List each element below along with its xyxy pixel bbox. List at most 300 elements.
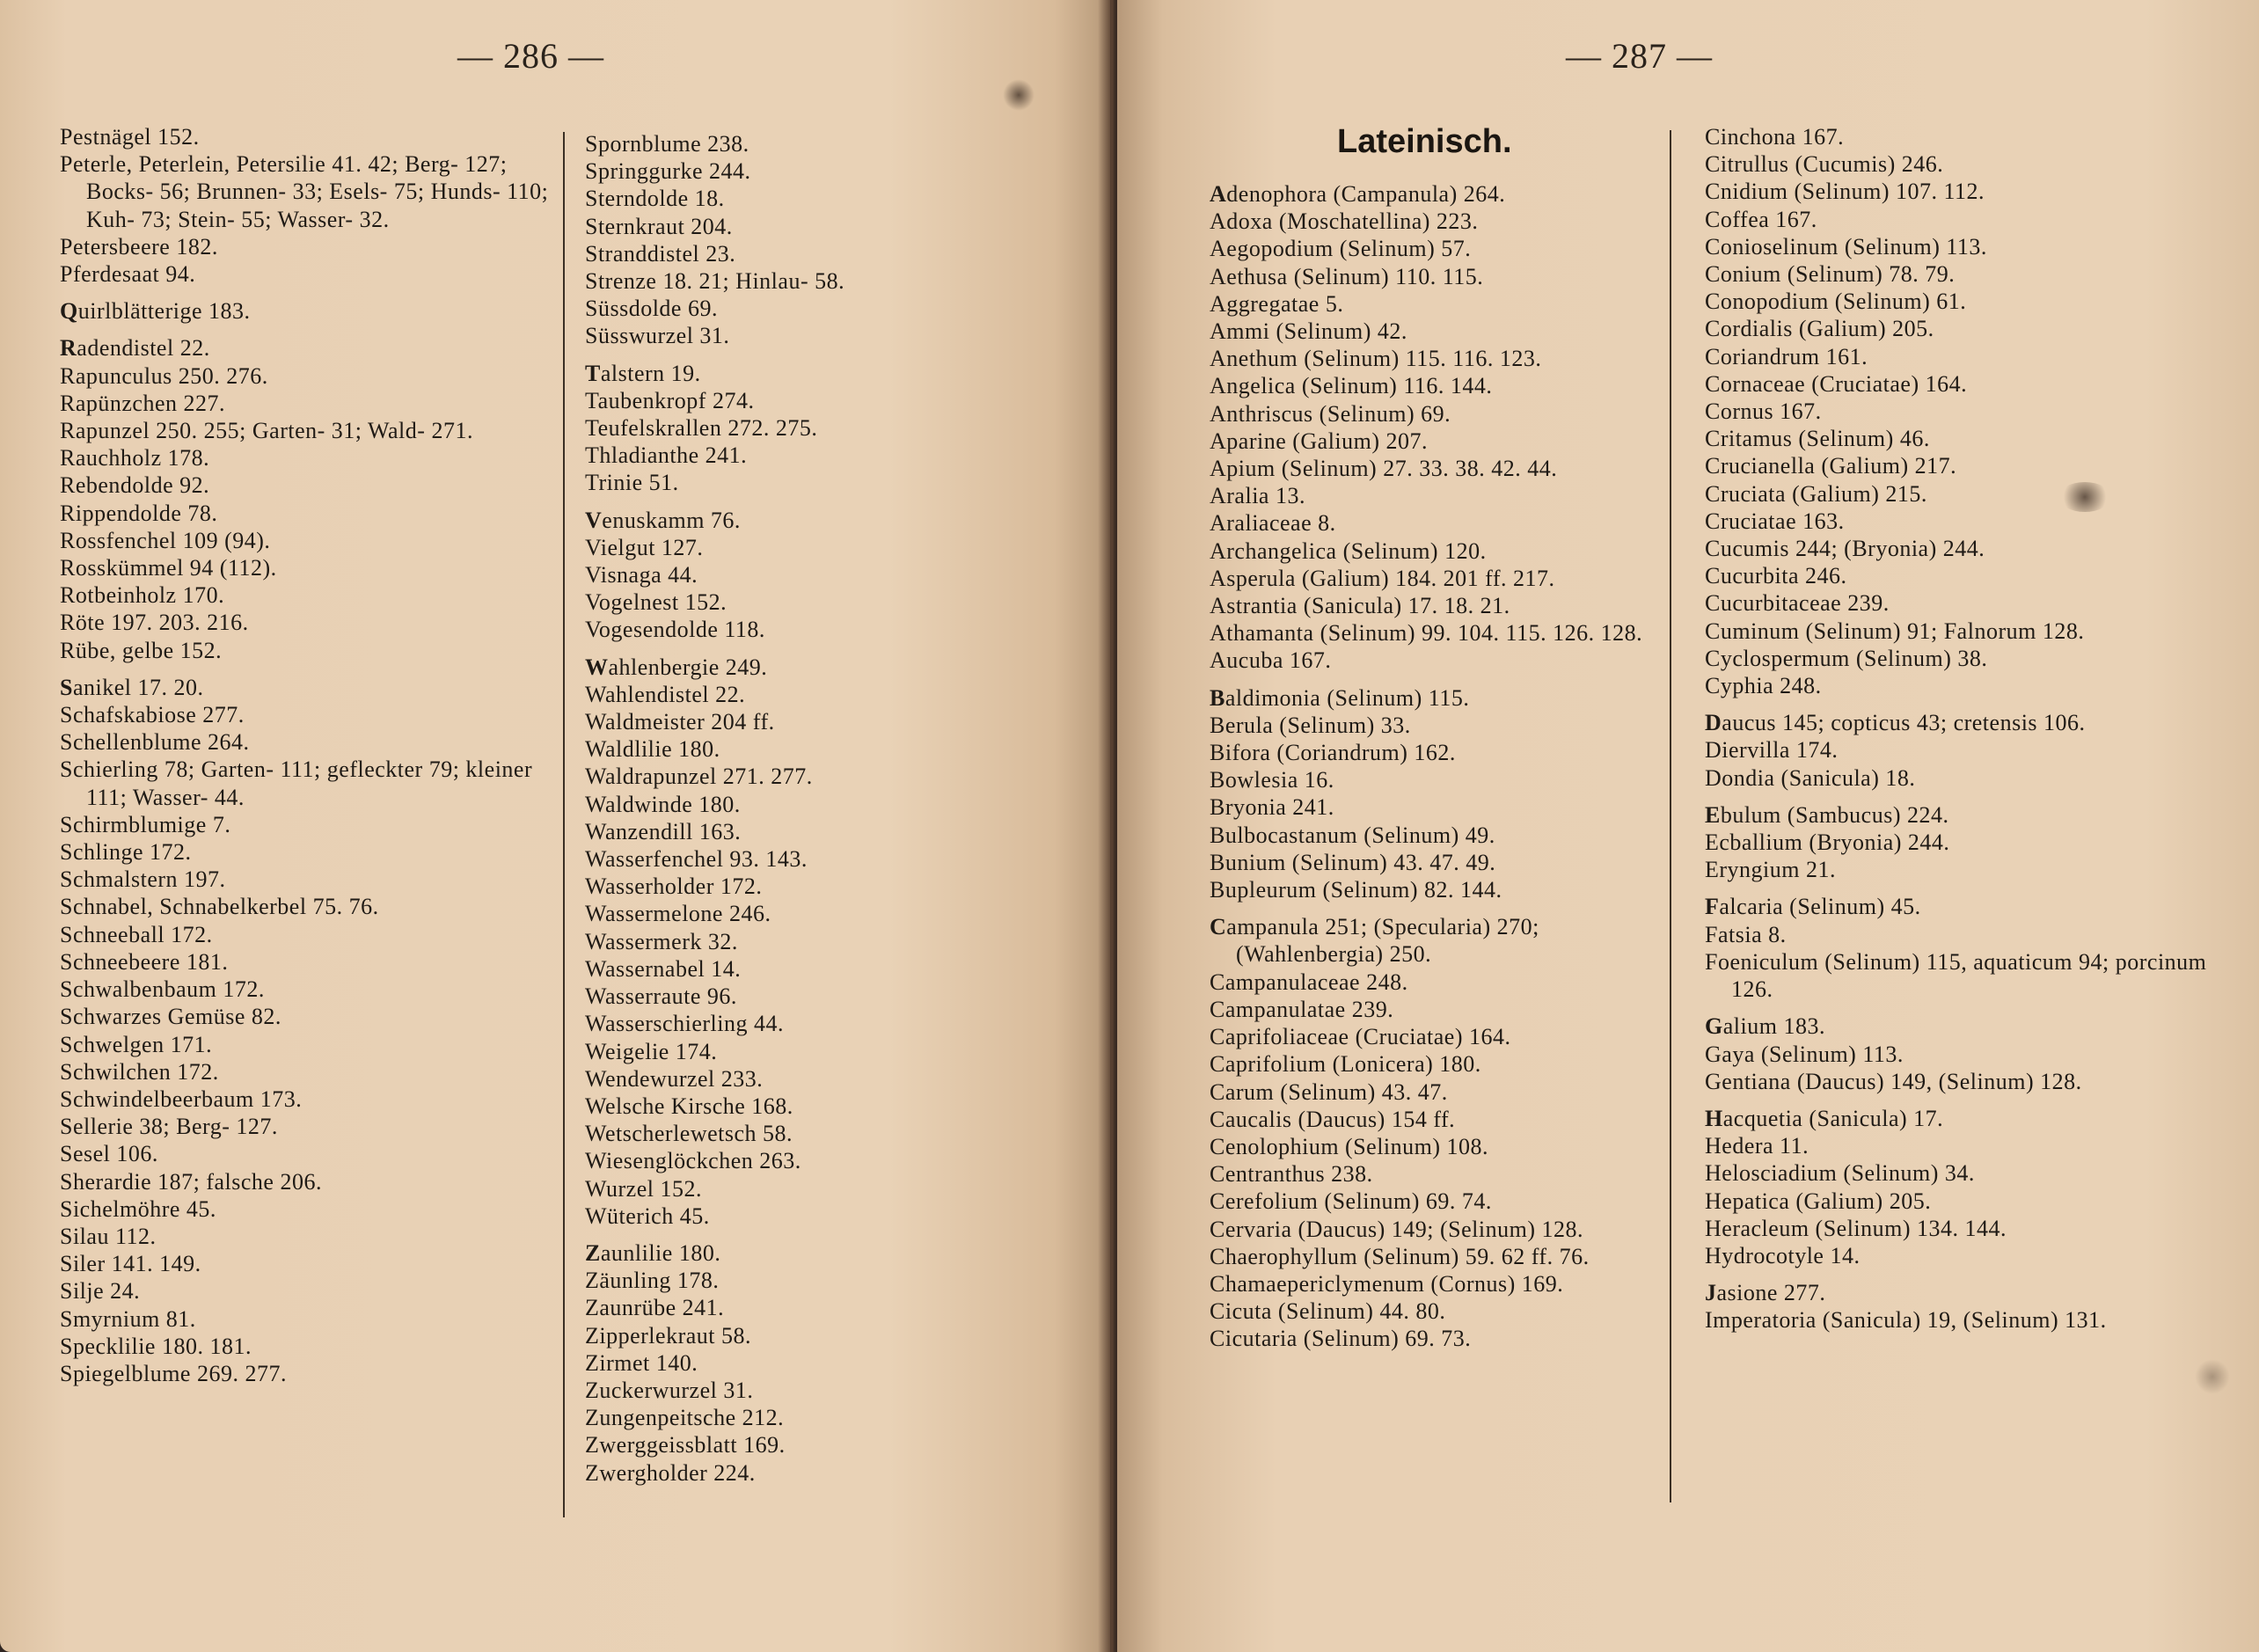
index-entry [60, 1113, 552, 1140]
index-entry [1705, 398, 2233, 425]
entry-text: Pferdesaat 94. [60, 261, 196, 288]
entry-text: Schlinge 172. [60, 839, 192, 866]
entry-text: Aralia 13. [1210, 483, 1305, 509]
index-entry [60, 1168, 552, 1195]
index-entry [585, 213, 1078, 240]
entry-text: Dondia (Sanicula) 18. [1705, 764, 1916, 791]
entry-text: Smyrnium 81. [60, 1305, 196, 1332]
entry-text: Cruciatae 163. [1705, 508, 1845, 534]
index-entry [1210, 996, 1685, 1023]
entry-initial: Z [585, 1239, 601, 1266]
entry-text: Rotbeinholz 170. [60, 582, 225, 609]
index-entry [585, 1120, 1078, 1147]
entry-initial: G [1705, 1013, 1723, 1040]
index-entry [60, 976, 552, 1003]
entry-text: Hepatica (Galium) 205. [1705, 1188, 1932, 1214]
entry-text: bulum (Sambucus) 224. [1720, 801, 1949, 828]
entry-text: Welsche Kirsche 168. [585, 1093, 793, 1119]
entry-text: Waldlilie 180. [585, 736, 720, 763]
entry-initial: R [60, 335, 77, 362]
index-entry [585, 900, 1078, 927]
index-entry [1705, 206, 2233, 233]
column-rule-left [563, 132, 565, 1517]
index-entry [585, 387, 1078, 414]
index-entry [585, 1202, 1078, 1230]
entry-text: Berula (Selinum) 33. [1210, 712, 1411, 738]
entry-text: adendistel 22. [77, 335, 210, 362]
entry-text: Bupleurum (Selinum) 82. 144. [1210, 877, 1502, 903]
entry-text: enuskamm 76. [602, 507, 741, 533]
index-entry [585, 1431, 1078, 1458]
index-entry [1705, 856, 2233, 883]
entry-text: Zuckerwurzel 31. [585, 1377, 754, 1403]
index-entry [60, 1333, 552, 1360]
index-entry [585, 157, 1078, 185]
entry-text: Wurzel 152. [585, 1175, 702, 1202]
page-number-left: — 286 — [457, 36, 604, 76]
entry-text: Zipperlekraut 58. [585, 1322, 751, 1349]
entry-initial: D [1705, 710, 1722, 736]
entry-text: Cordialis (Galium) 205. [1705, 316, 1934, 342]
entry-text: Eryngium 21. [1705, 857, 1836, 883]
index-entry [585, 681, 1078, 708]
index-entry [1210, 712, 1685, 739]
index-entry [60, 123, 552, 150]
entry-text: Caucalis (Daucus) 154 ff. [1210, 1106, 1456, 1132]
index-entry [1705, 1306, 2233, 1334]
entry-initial: C [1210, 914, 1227, 940]
entry-text: Cicuta (Selinum) 44. 80. [1210, 1298, 1446, 1325]
entry-text: Siler 141. 149. [60, 1251, 201, 1277]
entry-text: Asperula (Galium) 184. 201 ff. 217. [1210, 565, 1555, 591]
index-entry [585, 1349, 1078, 1377]
index-entry [1210, 1216, 1685, 1243]
entry-text: Bifora (Coriandrum) 162. [1210, 740, 1456, 766]
index-entry [585, 735, 1078, 763]
entry-text: aucus 145; copticus 43; cretensis 106. [1722, 710, 2086, 736]
entry-text: Cornus 167. [1705, 398, 1822, 425]
entry-text: Trinie 51. [585, 470, 679, 496]
index-entry [1705, 764, 2233, 792]
index-entry [60, 260, 552, 288]
index-entry [1210, 180, 1685, 208]
index-entry [1705, 589, 2233, 617]
index-entry [585, 1239, 1078, 1267]
paper-stain [2195, 1359, 2230, 1394]
index-entry [585, 561, 1078, 588]
entry-text: Vogesendolde 118. [585, 617, 765, 643]
entry-text: Vielgut 127. [585, 534, 704, 560]
paper-stain [2058, 482, 2111, 512]
entry-text: Wüterich 45. [585, 1202, 710, 1229]
entry-text: Strenze 18. 21; Hinlau- 58. [585, 268, 845, 295]
index-entry [1705, 315, 2233, 342]
index-entry [585, 1065, 1078, 1093]
index-entry [585, 1322, 1078, 1349]
index-entry [1210, 913, 1685, 968]
entry-text: Zwergholder 224. [585, 1459, 756, 1486]
entry-text: Bowlesia 16. [1210, 767, 1334, 793]
entry-text: Gaya (Selinum) 113. [1705, 1041, 1904, 1067]
index-entry [1210, 400, 1685, 428]
entry-text: Diervilla 174. [1705, 737, 1839, 764]
index-entry [1210, 1160, 1685, 1188]
entry-text: Schneeball 172. [60, 921, 213, 947]
index-entry [1210, 318, 1685, 345]
entry-text: Aggregatae 5. [1210, 290, 1344, 317]
entry-text: Carum (Selinum) 43. 47. [1210, 1078, 1448, 1105]
paper-stain [1003, 79, 1034, 111]
entry-text: alstern 19. [600, 360, 701, 386]
entry-text: aunlilie 180. [600, 1239, 721, 1266]
index-entry [60, 390, 552, 417]
index-entry [1210, 565, 1685, 592]
page-number-right: — 287 — [1566, 36, 1713, 76]
entry-text: Hedera 11. [1705, 1133, 1809, 1159]
entry-text: Aparine (Galium) 207. [1210, 428, 1429, 454]
entry-text: Ammi (Selinum) 42. [1210, 318, 1407, 345]
entry-text: ampanula 251; (Specularia) 270; (Wahlenbergia) 250. [1226, 914, 1539, 968]
entry-text: Zwerggeissblatt 169. [585, 1432, 786, 1458]
index-entry [1210, 969, 1685, 996]
entry-text: Weigelie 174. [585, 1038, 718, 1064]
entry-text: Conopodium (Selinum) 61. [1705, 289, 1967, 315]
index-entry [60, 334, 552, 362]
entry-text: Anethum (Selinum) 115. 116. 123. [1210, 346, 1542, 372]
index-column-right-2 [1705, 123, 2233, 1334]
index-entry [60, 1360, 552, 1387]
index-entry [1705, 709, 2233, 736]
entry-text: Waldrapunzel 271. 277. [585, 764, 813, 790]
index-column-right-1 [1210, 180, 1685, 1353]
entry-text: Cenolophium (Selinum) 108. [1210, 1133, 1489, 1159]
entry-text: Helosciadium (Selinum) 34. [1705, 1160, 1975, 1187]
entry-text: Heracleum (Selinum) 134. 144. [1705, 1215, 2007, 1241]
index-entry [1210, 372, 1685, 399]
entry-text: Rossfenchel 109 (94). [60, 527, 271, 553]
entry-text: Spornblume 238. [585, 131, 749, 157]
entry-initial: W [585, 654, 609, 680]
entry-text: Waldwinde 180. [585, 791, 741, 817]
index-entry [60, 838, 552, 866]
entry-text: Schwilchen 172. [60, 1058, 219, 1085]
index-entry [585, 1093, 1078, 1120]
index-entry [1705, 370, 2233, 398]
entry-text: Silje 24. [60, 1278, 141, 1305]
index-entry [1210, 1188, 1685, 1215]
entry-text: Chaerophyllum (Selinum) 59. 62 ff. 76. [1210, 1243, 1590, 1269]
index-entry [60, 471, 552, 499]
index-entry [1210, 1078, 1685, 1106]
index-entry [585, 322, 1078, 349]
entry-text: Cucumis 244; (Bryonia) 244. [1705, 536, 1985, 562]
entry-text: Zungenpeitsche 212. [585, 1405, 785, 1431]
index-entry [60, 362, 552, 390]
entry-text: Wendewurzel 233. [585, 1065, 764, 1092]
index-entry [1705, 1215, 2233, 1242]
entry-text: Spiegelblume 269. 277. [60, 1360, 287, 1386]
entry-text: Taubenkropf 274. [585, 387, 755, 413]
entry-text: Cornaceae (Cruciatae) 164. [1705, 370, 1968, 397]
entry-text: Schirmblumige 7. [60, 811, 231, 837]
entry-text: Schwindelbeerbaum 173. [60, 1085, 303, 1112]
index-entry [585, 1459, 1078, 1487]
entry-text: Waldmeister 204 ff. [585, 709, 775, 735]
index-entry [1210, 592, 1685, 619]
entry-text: Rosskümmel 94 (112). [60, 555, 277, 581]
index-entry [1210, 1133, 1685, 1160]
index-entry [1210, 509, 1685, 537]
entry-text: denophora (Campanula) 264. [1226, 181, 1506, 207]
entry-text: Aethusa (Selinum) 110. 115. [1210, 263, 1484, 289]
entry-text: asione 277. [1716, 1280, 1826, 1306]
index-entry [1705, 801, 2233, 829]
index-entry [60, 674, 552, 701]
entry-text: Archangelica (Selinum) 120. [1210, 537, 1487, 564]
index-entry [585, 295, 1078, 322]
index-entry [60, 948, 552, 976]
index-entry [585, 928, 1078, 955]
index-entry [585, 818, 1078, 845]
entry-text: Schierling 78; Garten- 111; gefleckter 79; kleiner 111; Wasser- 44. [60, 757, 533, 810]
index-entry [60, 1250, 552, 1277]
entry-initial: A [1210, 181, 1227, 207]
index-column-left-2 [585, 130, 1078, 1487]
entry-text: Campanulatae 239. [1210, 996, 1394, 1022]
index-entry [585, 1038, 1078, 1065]
entry-text: anikel 17. 20. [72, 674, 204, 700]
entry-text: Astrantia (Sanicula) 17. 18. 21. [1210, 593, 1510, 619]
index-entry [1705, 260, 2233, 288]
index-entry [1210, 263, 1685, 290]
index-entry [1210, 1325, 1685, 1352]
index-entry [60, 527, 552, 554]
entry-text: Silau 112. [60, 1223, 157, 1249]
index-entry [1705, 508, 2233, 535]
index-entry [60, 233, 552, 260]
entry-text: Hydrocotyle 14. [1705, 1242, 1861, 1268]
index-entry [1705, 535, 2233, 562]
column-rule-right [1670, 130, 1671, 1502]
entry-text: alcaria (Selinum) 45. [1719, 894, 1921, 920]
index-entry [60, 581, 552, 609]
entry-text: Gentiana (Daucus) 149, (Selinum) 128. [1705, 1068, 2082, 1094]
index-entry [1705, 1242, 2233, 1269]
index-entry [1705, 288, 2233, 315]
index-entry [1705, 1105, 2233, 1132]
entry-text: uirlblätterige 183. [77, 298, 251, 325]
index-entry [1705, 736, 2233, 764]
entry-text: Bryonia 241. [1210, 794, 1334, 821]
index-entry [585, 1267, 1078, 1294]
entry-text: Centranthus 238. [1210, 1161, 1373, 1188]
entry-text: Apium (Selinum) 27. 33. 38. 42. 44. [1210, 456, 1558, 482]
entry-text: Bunium (Selinum) 43. 47. 49. [1210, 849, 1496, 875]
index-entry [1705, 921, 2233, 948]
index-entry [585, 507, 1078, 534]
entry-text: Wasserschierling 44. [585, 1011, 784, 1037]
index-entry [1210, 345, 1685, 372]
entry-text: Wasserraute 96. [585, 983, 737, 1010]
entry-text: Aegopodium (Selinum) 57. [1210, 236, 1472, 262]
index-entry [60, 811, 552, 838]
index-entry [585, 442, 1078, 469]
entry-text: Pestnägel 152. [60, 124, 200, 150]
index-entry [585, 616, 1078, 643]
index-entry [1210, 684, 1685, 712]
index-entry [585, 654, 1078, 681]
index-entry [1705, 452, 2233, 479]
index-entry [585, 1377, 1078, 1404]
entry-text: Citrullus (Cucumis) 246. [1705, 151, 1944, 178]
index-entry [1705, 1012, 2233, 1040]
entry-text: Stranddistel 23. [585, 240, 736, 267]
index-entry [585, 955, 1078, 983]
entry-text: Schwelgen 171. [60, 1031, 213, 1057]
index-entry [1705, 645, 2233, 672]
index-entry [1705, 1279, 2233, 1306]
entry-text: Angelica (Selinum) 116. 144. [1210, 373, 1493, 399]
index-entry [60, 297, 552, 325]
entry-text: Rapünzchen 227. [60, 390, 226, 416]
index-entry [60, 921, 552, 948]
entry-text: Araliaceae 8. [1210, 510, 1336, 537]
index-entry [60, 1223, 552, 1250]
index-entry [60, 1058, 552, 1085]
entry-text: Sesel 106. [60, 1141, 158, 1167]
entry-initial: H [1705, 1105, 1723, 1131]
index-column-left-1 [60, 123, 552, 1387]
entry-text: Sichelmöhre 45. [60, 1195, 216, 1222]
index-entry [60, 728, 552, 756]
index-entry [1705, 672, 2233, 699]
index-entry [585, 873, 1078, 900]
index-entry [1210, 876, 1685, 903]
entry-text: Röte 197. 203. 216. [60, 610, 249, 636]
index-entry [585, 845, 1078, 873]
index-entry [585, 588, 1078, 616]
entry-text: Petersbeere 182. [60, 233, 218, 259]
index-entry [1705, 1132, 2233, 1159]
entry-text: Wassermelone 246. [585, 901, 771, 927]
entry-text: Conioselinum (Selinum) 113. [1705, 233, 1987, 259]
index-entry [585, 983, 1078, 1010]
index-entry [1705, 480, 2233, 508]
index-entry [1210, 1023, 1685, 1050]
index-entry [1210, 290, 1685, 318]
entry-text: Rübe, gelbe 152. [60, 637, 223, 663]
entry-text: Caprifolium (Lonicera) 180. [1210, 1051, 1481, 1078]
entry-text: Ecballium (Bryonia) 244. [1705, 830, 1950, 856]
entry-text: Visnaga 44. [585, 562, 698, 588]
entry-text: Schwalbenbaum 172. [60, 976, 265, 1003]
entry-text: Schafskabiose 277. [60, 702, 245, 728]
index-entry [585, 534, 1078, 561]
entry-text: Zaunrübe 241. [585, 1295, 725, 1321]
index-entry [585, 708, 1078, 735]
index-entry [1210, 482, 1685, 509]
entry-text: Cucurbitaceae 239. [1705, 590, 1890, 617]
entry-text: Sternkraut 204. [585, 213, 733, 239]
entry-text: Cyclospermum (Selinum) 38. [1705, 645, 1988, 671]
index-entry [1210, 647, 1685, 674]
entry-text: Cnidium (Selinum) 107. 112. [1705, 179, 1985, 205]
entry-text: Vogelnest 152. [585, 589, 727, 616]
entry-text: Caprifoliaceae (Cruciatae) 164. [1210, 1024, 1511, 1050]
entry-text: Cervaria (Daucus) 149; (Selinum) 128. [1210, 1216, 1584, 1242]
entry-initial: F [1705, 894, 1720, 920]
index-entry [585, 1147, 1078, 1174]
index-entry [1210, 455, 1685, 482]
entry-text: Coriandrum 161. [1705, 343, 1868, 369]
entry-text: Sterndolde 18. [585, 186, 725, 212]
entry-text: Cuminum (Selinum) 91; Falnorum 128. [1705, 618, 2085, 644]
index-entry [60, 1085, 552, 1113]
index-entry [1705, 893, 2233, 920]
index-entry [1210, 849, 1685, 876]
entry-text: Sherardie 187; falsche 206. [60, 1168, 322, 1195]
entry-text: Conium (Selinum) 78. 79. [1705, 261, 1956, 288]
entry-text: Athamanta (Selinum) 99. 104. 115. 126. 128. [1210, 620, 1643, 647]
entry-text: aldimonia (Selinum) 115. [1225, 684, 1470, 711]
entry-text: Springgurke 244. [585, 158, 751, 185]
index-entry [1210, 822, 1685, 849]
index-entry [585, 360, 1078, 387]
left-page [0, 0, 1110, 1652]
entry-text: Chamaepericlymenum (Cornus) 169. [1210, 1270, 1564, 1297]
index-entry [60, 1305, 552, 1333]
index-entry [1705, 150, 2233, 178]
index-entry [1705, 178, 2233, 205]
index-entry [60, 1003, 552, 1030]
index-entry [585, 1404, 1078, 1431]
right-page [1117, 0, 2259, 1652]
index-entry [60, 1195, 552, 1223]
entry-text: Thladianthe 241. [585, 442, 748, 469]
entry-text: Teufelskrallen 272. 275. [585, 415, 818, 442]
entry-text: Cerefolium (Selinum) 69. 74. [1210, 1188, 1492, 1215]
index-entry [1210, 1243, 1685, 1270]
entry-text: alium 183. [1722, 1013, 1825, 1040]
index-entry [1210, 1297, 1685, 1325]
entry-text: Schmalstern 197. [60, 866, 226, 893]
entry-text: Schneebeere 181. [60, 948, 229, 975]
entry-text: Wassernabel 14. [585, 955, 742, 982]
index-entry [1705, 425, 2233, 452]
index-entry [60, 701, 552, 728]
index-entry [60, 444, 552, 471]
index-entry [60, 500, 552, 527]
index-entry [60, 1031, 552, 1058]
index-entry [585, 1010, 1078, 1037]
entry-text: Fatsia 8. [1705, 921, 1787, 947]
index-entry [585, 763, 1078, 790]
index-entry [585, 185, 1078, 212]
entry-text: Rippendolde 78. [60, 500, 218, 526]
entry-text: Wasserfenchel 93. 143. [585, 846, 808, 873]
index-entry [1705, 1068, 2233, 1095]
entry-text: Wiesenglöckchen 263. [585, 1148, 801, 1174]
index-entry [585, 791, 1078, 818]
index-entry [60, 866, 552, 893]
entry-text: Coffea 167. [1705, 206, 1817, 232]
entry-text: Wetscherlewetsch 58. [585, 1121, 793, 1147]
entry-text: Cucurbita 246. [1705, 563, 1847, 589]
index-entry [1705, 123, 2233, 150]
index-entry [585, 1294, 1078, 1321]
index-entry [1705, 233, 2233, 260]
entry-initial: Q [60, 298, 78, 325]
